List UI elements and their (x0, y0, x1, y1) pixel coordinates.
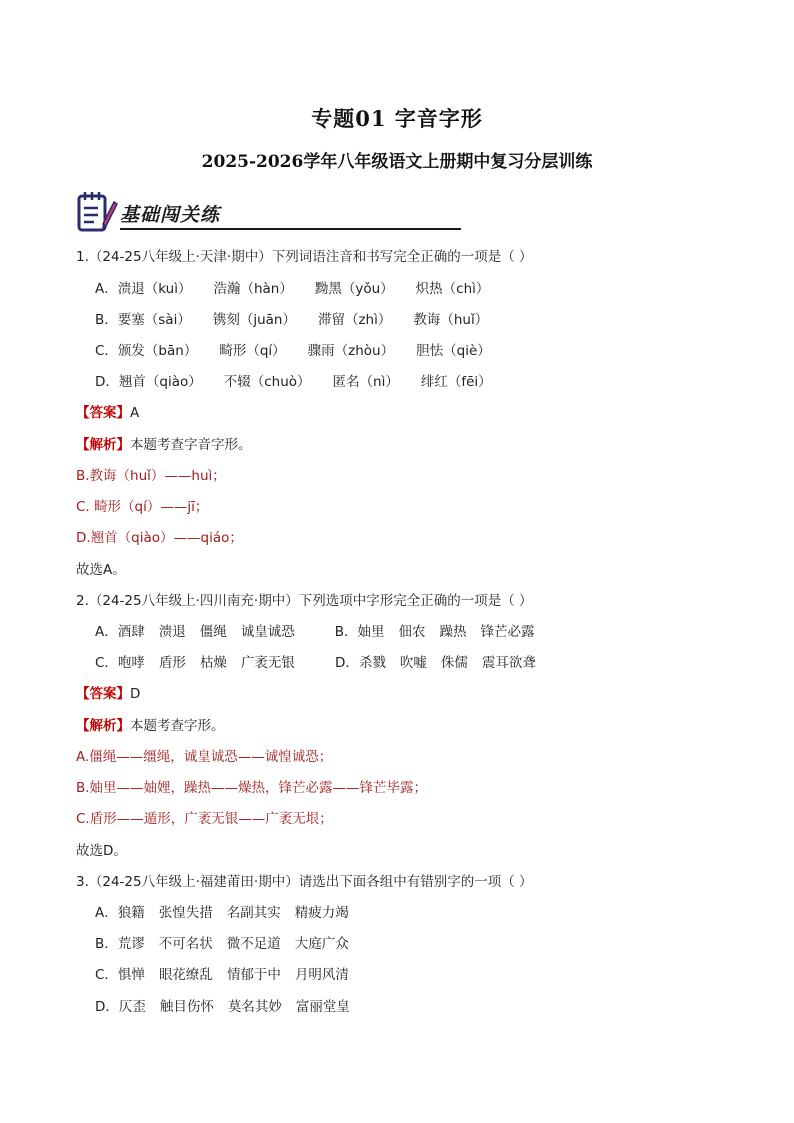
page-title: 专题01 字音字形 (311, 106, 483, 131)
option-word: B．荒谬 (95, 936, 145, 952)
analysis-text: 本题考查字形。 (130, 718, 225, 734)
option-word: 大庭广众 (294, 936, 349, 952)
q2-explain-2: B.妯里——妯娌，躁热——燥热，锋芒必露——锋芒毕露； (76, 780, 428, 796)
option-word: D．仄歪 (95, 999, 146, 1015)
option-word: D．翘首（qiào） (95, 374, 202, 390)
q3-stem: 3.（24-25八年级上·福建莆田·期中）请选出下面各组中有错别字的一项（ ） (76, 874, 533, 890)
q2-options-row-1 (95, 623, 535, 641)
option-word: C．颁发（bān） (95, 343, 198, 359)
q1-conclusion: 故选A。 (76, 562, 126, 578)
q3-option-b (95, 935, 349, 953)
option-word: 绯红（fēi） (420, 374, 492, 390)
q2-stem: 2.（24-25八年级上·四川南充·期中）下列选项中字形完全正确的一项是（ ） (76, 593, 533, 609)
section-banner (76, 186, 461, 236)
answer-value: A (130, 405, 140, 421)
q1-option-c (95, 342, 491, 360)
option-word: 侏儒 (440, 655, 468, 671)
q3-option-c (95, 966, 349, 984)
analysis-tag: 【解析】 (76, 437, 130, 453)
q2-answer (76, 685, 140, 703)
section-label: 基础闯关练 (120, 204, 221, 226)
option-word: D．杀戮 (334, 655, 386, 671)
option-word: 胆怯（qiè） (416, 343, 491, 359)
option-word: A．狼籍 (95, 905, 145, 921)
q1-answer (76, 404, 139, 422)
option-word: 黝黑（yǒu） (314, 281, 394, 297)
option-word: 畸形（qí） (219, 343, 286, 359)
option-word: 不辍（chuò） (223, 374, 311, 390)
option-word: 枯燥 (199, 655, 227, 671)
option-word: 不可名状 (158, 936, 213, 952)
option-word: 广袤无银 (240, 655, 295, 671)
banner-underline (120, 228, 461, 230)
notebook-pencil-icon (76, 188, 118, 234)
analysis-text: 本题考查字音字形。 (130, 437, 252, 453)
option-word: B．要塞（sài） (95, 312, 191, 328)
answer-tag: 【答案】 (76, 686, 130, 702)
option-word: A．酒肆 (95, 624, 145, 640)
page-subtitle: 2025-2026学年八年级语文上册期中复习分层训练 (201, 152, 593, 172)
option-word: 触目伤怀 (159, 999, 214, 1015)
option-word: C．惧惮 (95, 967, 145, 983)
option-word: 躁热 (439, 624, 467, 640)
option-word: 锋芒必露 (480, 624, 535, 640)
q2-conclusion: 故选D。 (76, 843, 127, 859)
analysis-tag: 【解析】 (76, 718, 130, 734)
option-word: 眼花缭乱 (158, 967, 213, 983)
option-word: 微不足道 (226, 936, 281, 952)
option-word: 炽热（chì） (415, 281, 490, 297)
answer-tag: 【答案】 (76, 405, 130, 421)
option-word: 月明风清 (294, 967, 349, 983)
q2-options-row-2 (95, 654, 536, 672)
option-word: 溃退 (158, 624, 186, 640)
q1-explain-1: B.教诲（huǐ）——huì； (76, 468, 226, 484)
option-word: 情郁于中 (226, 967, 281, 983)
q3-option-d (95, 998, 350, 1016)
option-word: 镌刻（juān） (212, 312, 296, 328)
option-word: A．溃退（kuì） (95, 281, 192, 297)
q1-analysis (76, 436, 252, 454)
q2-explain-3: C.盾形——遁形，广袤无银——广袤无垠； (76, 811, 333, 827)
option-word: 名副其实 (226, 905, 281, 921)
q1-explain-3: D.翘首（qiào）——qiáo； (76, 530, 243, 546)
option-word: 滞留（zhì） (317, 312, 392, 328)
option-word: 莫名其妙 (227, 999, 282, 1015)
option-word: 僵绳 (199, 624, 227, 640)
option-word: 富丽堂皇 (295, 999, 350, 1015)
option-word: 吹嘘 (399, 655, 427, 671)
option-word: 盾形 (158, 655, 186, 671)
option-word: B．妯里 (334, 624, 385, 640)
q1-explain-2: C. 畸形（qí）——jī； (76, 499, 209, 515)
q3-option-a (95, 904, 349, 922)
option-word: C．咆哮 (95, 655, 145, 671)
q1-option-d (95, 373, 492, 391)
answer-value: D (130, 686, 141, 702)
option-word: 教诲（huǐ） (413, 312, 489, 328)
option-word: 精疲力竭 (294, 905, 349, 921)
option-word: 浩瀚（hàn） (213, 281, 293, 297)
option-word: 震耳欲聋 (481, 655, 536, 671)
option-word: 佃农 (398, 624, 426, 640)
option-word: 诚皇诚恐 (240, 624, 295, 640)
q1-stem: 1.（24-25八年级上·天津·期中）下列词语注音和书写完全正确的一项是（ ） (76, 249, 533, 265)
option-word: 匿名（nì） (332, 374, 399, 390)
q1-option-a (95, 280, 489, 298)
option-word: 张惶失措 (158, 905, 213, 921)
q1-option-b (95, 311, 488, 329)
option-word: 骤雨（zhòu） (307, 343, 395, 359)
q2-explain-1: A.僵绳——缰绳，诚皇诚恐——诚惶诚恐； (76, 749, 333, 765)
q2-analysis (76, 717, 225, 735)
